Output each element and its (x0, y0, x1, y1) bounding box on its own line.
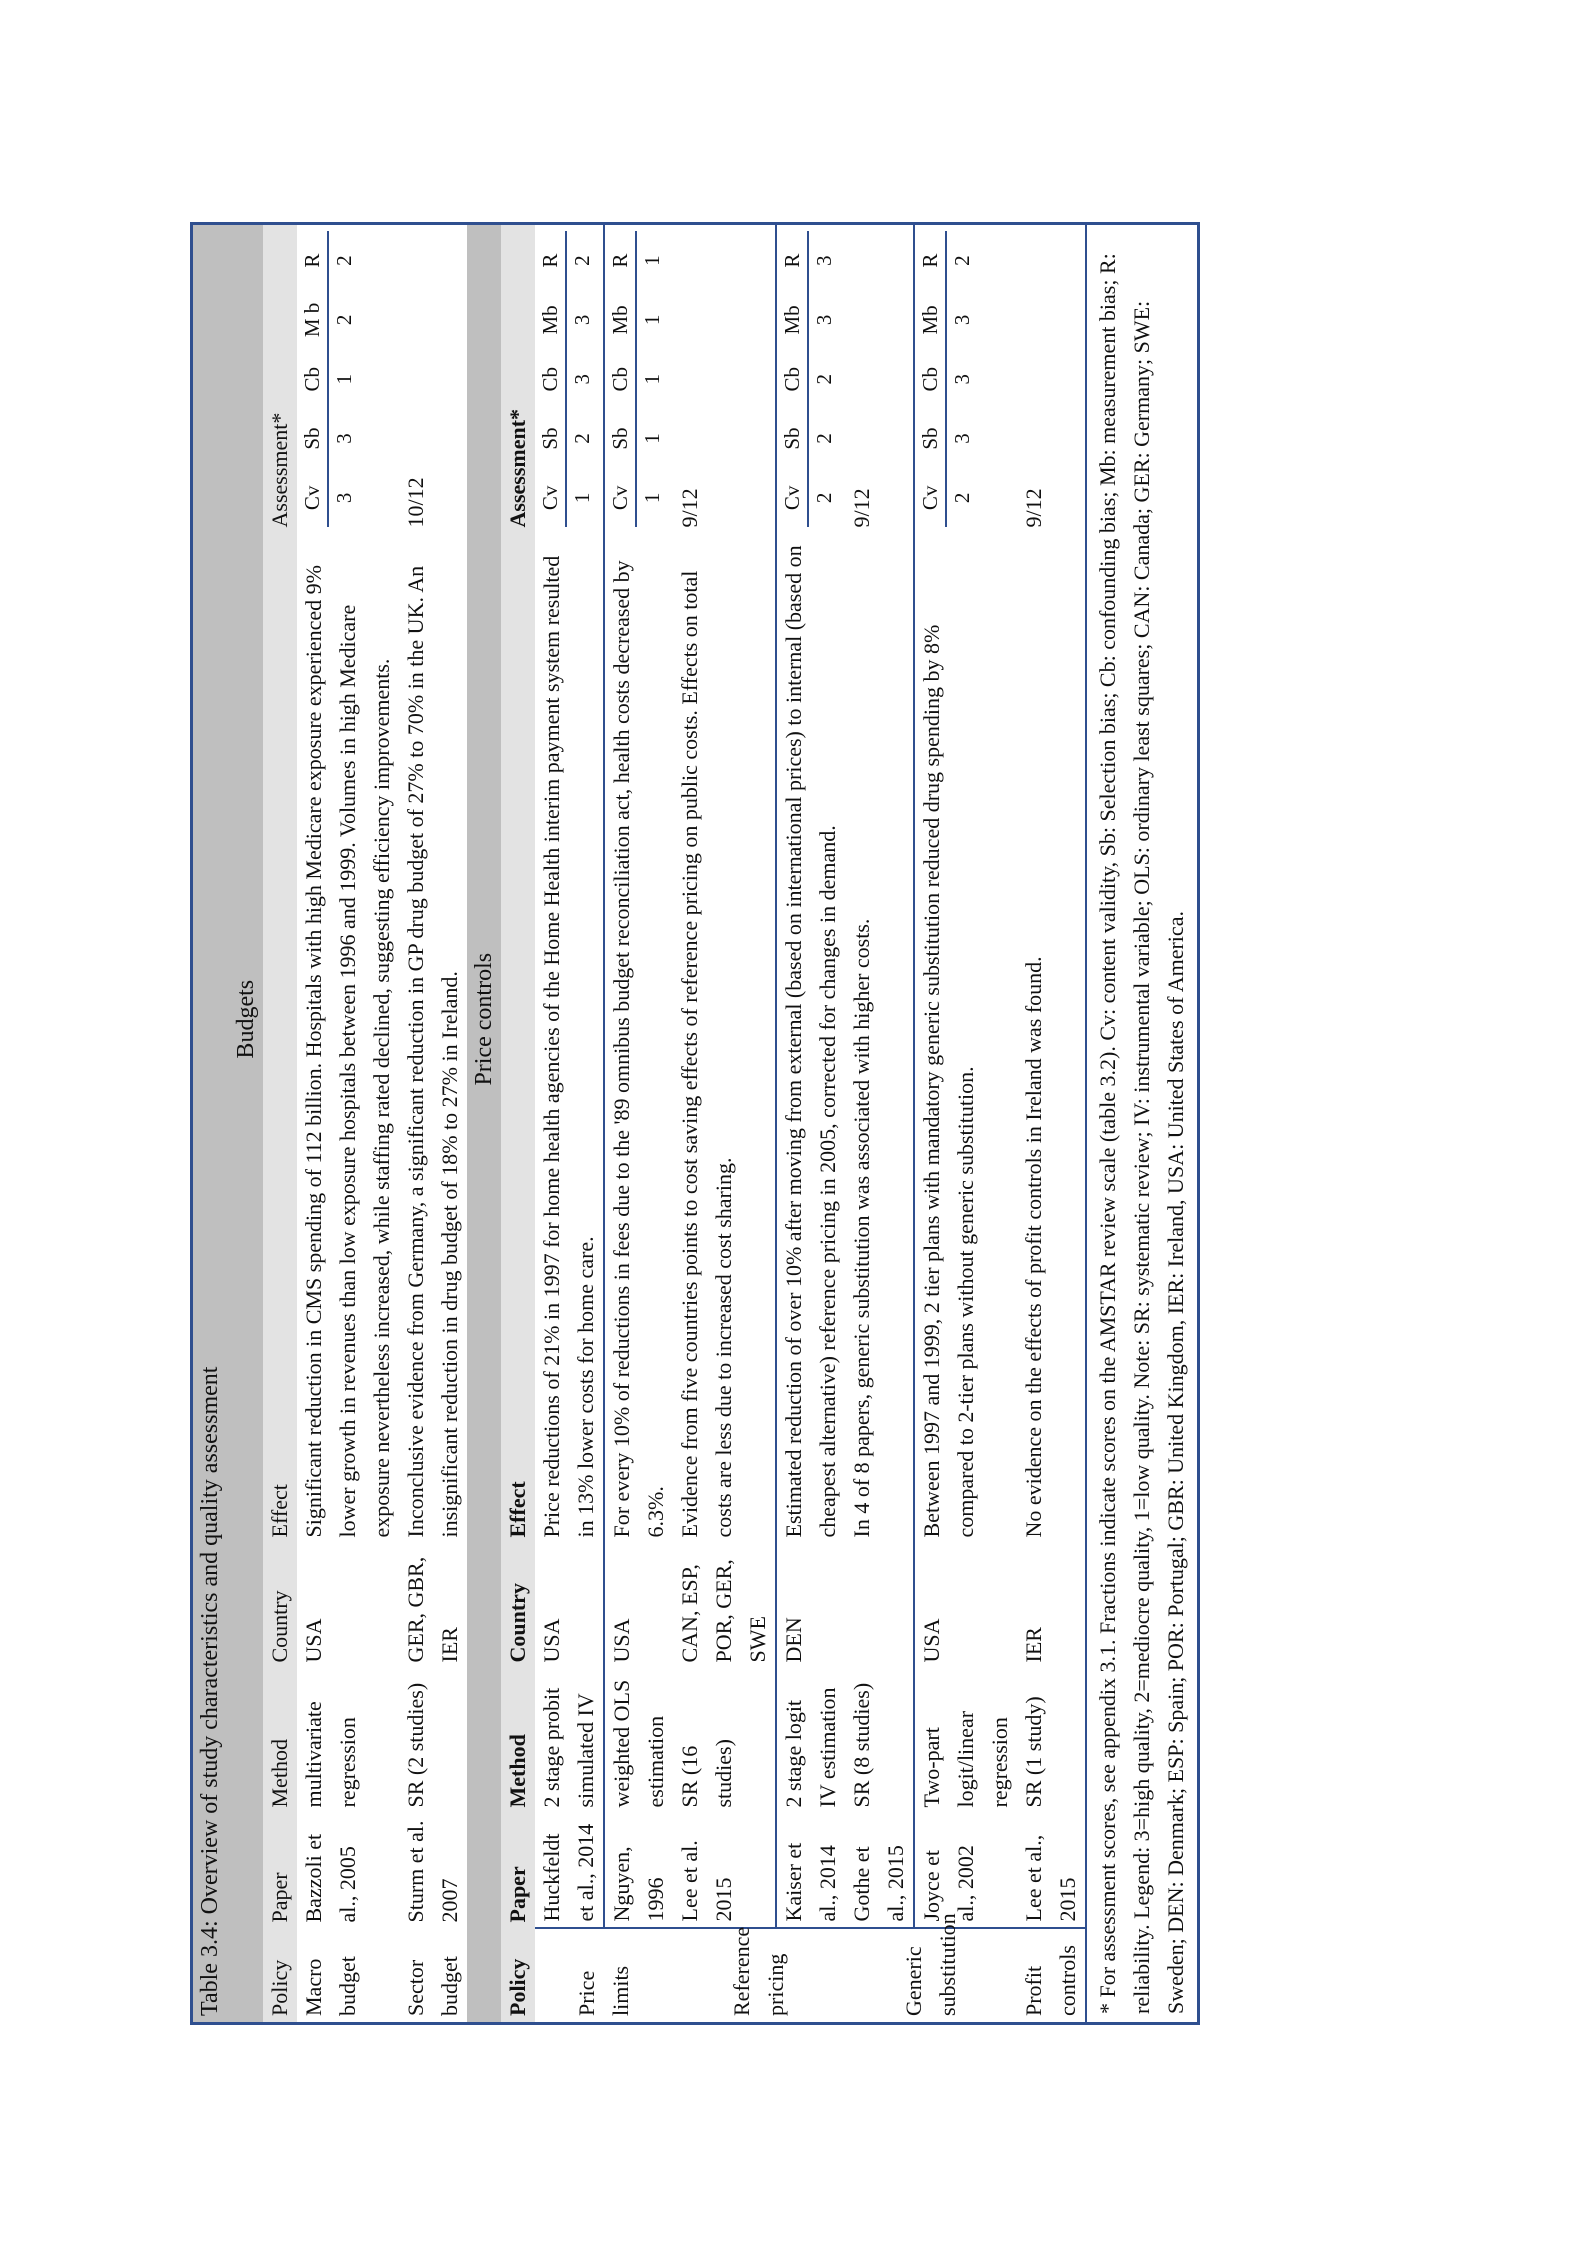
effect-cell: Significant reduction in CMS spending of 112 billion. Hospitals with high Medicare exposure experienced 9% lower growth in revenues than low exposure hospitals between 1996 and 1999. Volumes in high Medicare exposure nevertheless increased, while staffing rated declined, suggesting efficiency improvements. (301, 564, 394, 1538)
score-header-cv: Cv (608, 485, 632, 511)
score-value: 3 (946, 290, 977, 349)
table-row (914, 223, 1017, 2023)
paper-cell: Sturm et al. 2007 (403, 1820, 462, 1923)
score-value: 2 (808, 468, 839, 527)
paper-cell: Kaiser et al., 2014 (776, 1814, 845, 1929)
score-value: 2 (566, 231, 597, 290)
score-header-cv: Cv (300, 485, 324, 511)
section-label-price-controls: Price controls (467, 223, 501, 1813)
effect-cell: Estimated reduction of over 10% after moving from external (based on international prices) to internal (based on cheapest alternative) reference pricing in 2005, corrected for changes in demand. (776, 534, 845, 1544)
col-header-effect: Effect (501, 534, 535, 1544)
policy-cell: Profit controls (1017, 1929, 1086, 2024)
score-value-row (946, 231, 977, 528)
assessment-cell (914, 223, 1017, 533)
col-header-country: Country (263, 1544, 297, 1669)
study-characteristics-table (190, 222, 1200, 2025)
score-header-cv: Cv (780, 485, 804, 511)
score-header-mb: M b (300, 302, 324, 338)
country-cell: CAN, ESP, POR, GER, SWE (677, 1559, 770, 1663)
score-value: 1 (636, 231, 667, 290)
col-header-method: Method (501, 1669, 535, 1814)
country-cell: GER, GBR, IER (403, 1556, 462, 1663)
score-header-r: R (608, 253, 632, 268)
table-row (399, 223, 467, 2023)
assessment-cell (297, 223, 399, 533)
score-grid (605, 231, 667, 528)
assessment-cell (604, 223, 673, 533)
policy-cell: Sector budget (403, 1956, 462, 2016)
effect-cell: Between 1997 and 1999, 2 tier plans with mandatory generic substitution reduced drug spending by 8% compared to 2-tier plans without generic substitution. (914, 534, 1017, 1544)
amstar-fraction: 10/12 (403, 477, 428, 528)
amstar-fraction: 9/12 (849, 488, 874, 528)
method-cell: 2 stage probit simulated IV (539, 1687, 598, 1808)
score-value: 3 (808, 290, 839, 349)
section-header-price-controls (467, 223, 501, 2023)
score-header-cb: Cb (538, 366, 562, 392)
assessment-cell (776, 223, 845, 533)
table-row (845, 223, 914, 2023)
score-header-cb: Cb (780, 366, 804, 392)
score-header-mb: Mb (918, 305, 942, 335)
score-header-sb: Sb (538, 427, 562, 450)
table-row (673, 223, 776, 2023)
score-header-mb: Mb (608, 305, 632, 335)
score-value: 1 (566, 468, 597, 527)
score-grid (777, 231, 839, 528)
amstar-fraction: 9/12 (1021, 488, 1046, 528)
rotated-page (190, 225, 1245, 2025)
policy-cell: Price limits (535, 1929, 673, 2024)
table-row (776, 223, 845, 2023)
section-header-budgets (229, 223, 263, 2023)
score-grid (535, 231, 597, 528)
method-cell: SR (16 studies) (677, 1739, 736, 1808)
col-header-policy: Policy (263, 1929, 297, 2024)
country-cell: IER (1021, 1627, 1046, 1663)
score-value: 3 (566, 290, 597, 349)
score-value: 1 (636, 290, 667, 349)
score-value: 1 (636, 409, 667, 468)
method-cell: 2 stage logit IV estimation (776, 1669, 845, 1814)
policy-cell: Generic substitution (845, 1929, 1017, 2024)
score-value-row (328, 231, 359, 528)
country-cell: USA (539, 1618, 564, 1663)
assessment-cell (535, 223, 604, 533)
col-header-paper: Paper (263, 1814, 297, 1929)
score-value: 3 (566, 350, 597, 409)
score-header-sb: Sb (300, 427, 324, 450)
table-title-row (192, 223, 230, 2023)
effect-cell: Inconclusive evidence from Germany, a significant reduction in GP drug budget of 27% to 70% in the UK. An insignificant reduction in drug budget of 18% to 27% in Ireland. (403, 565, 462, 1538)
score-header-r: R (538, 253, 562, 268)
score-value: 2 (946, 468, 977, 527)
score-value: 2 (566, 409, 597, 468)
footnote-row (1086, 223, 1199, 2023)
score-header-cv: Cv (918, 485, 942, 511)
policy-cell: Reference pricing (673, 1929, 845, 2024)
amstar-fraction: 9/12 (677, 488, 702, 528)
paper-cell: Gothe et al., 2015 (849, 1845, 908, 1922)
effect-cell: Price reductions of 21% in 1997 for home health agencies of the Home Health interim payment system resulted in 13% lower costs for home care. (539, 555, 598, 1538)
score-header-row (777, 231, 808, 528)
method-cell: weighted OLS estimation (604, 1669, 673, 1814)
col-header-effect: Effect (263, 534, 297, 1544)
country-cell: DEN (776, 1544, 845, 1669)
col-header-paper: Paper (501, 1814, 535, 1929)
score-header-r: R (780, 253, 804, 268)
score-header-cv: Cv (538, 485, 562, 511)
score-value-row (636, 231, 667, 528)
paper-cell: Lee et al. 2015 (677, 1840, 736, 1922)
score-header-row (915, 231, 946, 528)
score-value: 1 (636, 468, 667, 527)
score-value: 2 (946, 231, 977, 290)
score-header-mb: Mb (780, 305, 804, 335)
score-header-mb: Mb (538, 305, 562, 335)
score-value: 3 (328, 468, 359, 527)
score-value: 1 (636, 350, 667, 409)
method-cell: Two-part logit/linear regression (914, 1669, 1017, 1814)
score-header-cb: Cb (300, 366, 324, 392)
col-header-assessment: Assessment* (501, 223, 535, 533)
score-header-row (605, 231, 636, 528)
paper-cell: Joyce et al., 2002 (914, 1814, 1017, 1929)
score-value: 2 (328, 231, 359, 290)
effect-cell: In 4 of 8 papers, generic substitution was associated with higher costs. (849, 918, 874, 1538)
method-cell: SR (8 studies) (849, 1682, 874, 1808)
table-row (1017, 223, 1086, 2023)
score-header-sb: Sb (918, 427, 942, 450)
score-header-cb: Cb (918, 366, 942, 392)
table-row (535, 223, 604, 2023)
table-row (297, 223, 399, 2023)
score-value: 3 (808, 231, 839, 290)
col-header-assessment: Assessment* (263, 223, 297, 533)
country-cell: USA (604, 1544, 673, 1669)
col-header-policy: Policy (501, 1929, 535, 2024)
method-cell: SR (2 studies) (403, 1682, 428, 1808)
method-cell: SR (1 study) (1021, 1696, 1046, 1808)
score-value-row (808, 231, 839, 528)
table-row (604, 223, 673, 2023)
effect-cell: For every 10% of reductions in fees due to the '89 omnibus budget reconciliation act, health costs decreased by 6.3%. (604, 534, 673, 1544)
section-label-budgets: Budgets (229, 223, 263, 1813)
score-header-sb: Sb (780, 427, 804, 450)
score-header-r: R (300, 253, 324, 268)
paper-cell: Huckfeldt et al., 2014 (539, 1823, 598, 1922)
score-grid (297, 231, 359, 528)
footnote: * For assessment scores, see appendix 3.1. Fractions indicate scores on the AMSTAR review scale (table 3.2). Cv: content validity, Sb: Selection bias; Cb: confounding bias; Mb: measurement bias; R: reliability. Legend: 3=high quality, 2=mediocre quality, 1=low quality. Note: SR: systematic review; IV: instrumental variable; OLS: ordinary least squares; CAN: Canada; GER: Germany; SWE: Sweden; DEN: Denmark; ESP: Spain; POR: Portugal; GBR: United Kingdom, IER: Ireland, USA: United States of America. (1086, 223, 1199, 2023)
score-value: 2 (328, 290, 359, 349)
score-header-row (535, 231, 566, 528)
score-value: 1 (328, 350, 359, 409)
score-value: 2 (808, 409, 839, 468)
score-value: 2 (808, 350, 839, 409)
policy-cell: Macro budget (301, 1956, 360, 2016)
country-cell (845, 1544, 914, 1669)
paper-cell: Nguyen, 1996 (604, 1814, 673, 1929)
budgets-header-row (263, 223, 297, 2023)
method-cell: multivariate regression (301, 1701, 360, 1808)
score-header-sb: Sb (608, 427, 632, 450)
table-title: Table 3.4: Overview of study characteristics and quality assessment (192, 223, 230, 2023)
effect-cell: No evidence on the effects of profit controls in Ireland was found. (1021, 956, 1046, 1538)
score-header-r: R (918, 253, 942, 268)
paper-cell: Lee et al., 2015 (1021, 1834, 1080, 1922)
col-header-country: Country (501, 1544, 535, 1669)
country-cell: USA (914, 1544, 1017, 1669)
effect-cell: Evidence from five countries points to cost saving effects of reference pricing on public costs. Effects on total costs are less due to increased cost sharing. (677, 570, 736, 1538)
score-header-cb: Cb (608, 366, 632, 392)
score-value-row (566, 231, 597, 528)
price-controls-header-row (501, 223, 535, 2023)
score-value: 3 (328, 409, 359, 468)
country-cell: USA (301, 1618, 326, 1663)
paper-cell: Bazzoli et al., 2005 (301, 1833, 360, 1923)
score-grid (915, 231, 977, 528)
score-header-row (297, 231, 328, 528)
col-header-method: Method (263, 1669, 297, 1814)
score-value: 3 (946, 409, 977, 468)
score-value: 3 (946, 350, 977, 409)
